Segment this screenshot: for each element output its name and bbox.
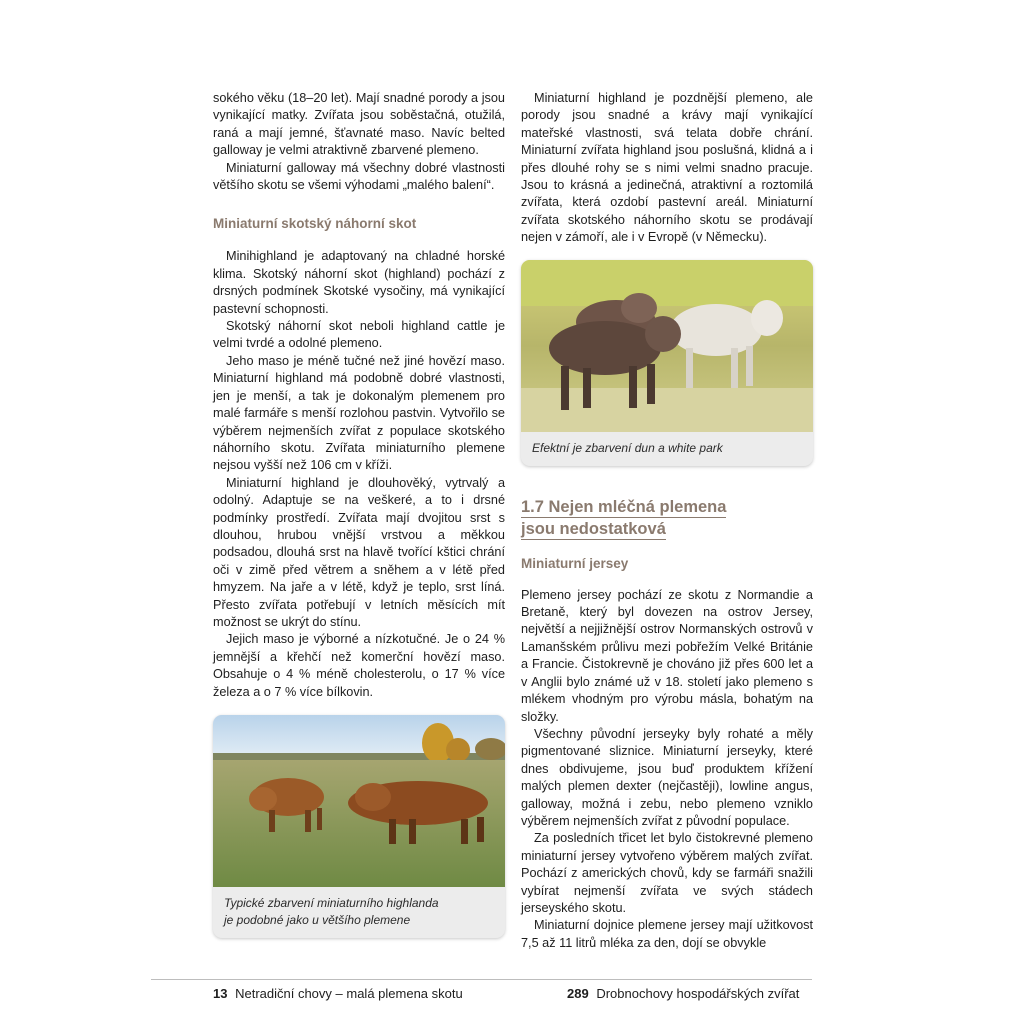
footer-right-page-number: 289 — [567, 986, 589, 1001]
left-paragraph-6: Miniaturní highland je dlouhověký, vytrvalý a odolný. Adaptuje se na veškeré, a to i drsné podmínky prostředí. Zvířata mají dvojitou srst s dlouhou, hrubou vnější vrstvou a měkkou podsadou, dlouhá srst na hlavě tvořící kštici chrání oči v zimě před větrem a sněhem a v létě před hmyzem. Na jaře a v létě, když je teplo, srst líná. Přesto zvířata potřebují v letních měsících mít možnost se ukrýt do stínu. — [213, 475, 505, 629]
caption-line-1: Typické zbarvení miniaturního highlanda — [224, 896, 439, 910]
figure-highland-caption — [213, 887, 505, 938]
section-heading-jersey: Miniaturní jersey — [521, 555, 629, 571]
chapter-heading — [521, 496, 813, 540]
caption-line-2: je podobné jako u většího plemene — [224, 913, 411, 927]
right-paragraph-5: Miniaturní dojnice plemene jersey mají užitkovost 7,5 až 11 litrů mléka za den, dojí se obvykle — [521, 918, 813, 950]
section-heading-highland: Miniaturní skotský náhorní skot — [213, 216, 417, 232]
figure-dun-caption: Efektní je zbarvení dun a white park — [532, 440, 723, 455]
right-paragraph-1: Miniaturní highland je pozdnější plemeno, ale porody jsou snadné a krávy mají vynikající mateřské vlastnosti, svá telata dobře chrání. Miniaturní zvířata highland jsou poslušná, klidná a i přes dlouhé rohy se s nimi velmi snadno pracuje. Jsou to krásná a jedinečná, atraktivní a roztomilá zvířata, která ozdobí pastevní areál. Miniaturní zvířata skotského náhorního skotu se prodávají nejen v zámoří, ale i v Evropě (v Německu). — [521, 91, 813, 245]
footer-left-title: Netradiční chovy – malá plemena skotu — [235, 986, 463, 1001]
right-paragraph-3: Všechny původní jerseyky byly rohaté a měly pigmentované sliznice. Miniaturní jerseyky, které dnes obdivujeme, jsou buď produktem křížení malých plemen dexter (nejčastěji), lowline angus, galloway, možná i zebu, nebo plemeno vzniklo výběrem nejmenších zvířat z původní populace. — [521, 726, 813, 828]
right-paragraph-2: Plemeno jersey pochází ze skotu z Normandie a Bretaně, který byl dovezen na ostrov Jersey, největší a nejjižnější ostrov Normanských ostrovů v Lamanšském průlivu mezi pobřežím Velké Británie a Francie. Čistokrevně je chováno již přes 600 let a v Anglii bylo známé už v 18. století jako plemeno s mlékem vhodným pro výrobu másla, bohatým na složky. — [521, 587, 813, 724]
chapter-heading-line-2: jsou nedostatková — [521, 519, 666, 538]
footer-left-page-number: 13 — [213, 986, 228, 1001]
left-paragraph-3: Minihighland je adaptovaný na chladné horské klima. Skotský náhorní skot (highland) pochází z drsných podmínek Skotské vysočiny, má vynikající pastevní schopnosti. — [213, 249, 505, 316]
left-column — [213, 90, 505, 938]
dun-white-park-cattle-photo — [521, 260, 813, 432]
left-paragraph-5: Jeho maso je méně tučné než jiné hovězí maso. Miniaturní highland má podobně dobré vlastnosti, jen je menší, a tak je dokonalým plemenem pro malé farmáře s menší rozlohou pastvin. Vytvořilo se výběrem nejmenších zvířat z populace skotského náhorního skotu. Zvířata miniaturního plemene nejsou vyšší než 106 cm v kříži. — [213, 353, 505, 473]
highland-cattle-photo — [213, 715, 505, 887]
footer-rule — [151, 979, 812, 980]
left-paragraph-1: sokého věku (18–20 let). Mají snadné porody a jsou vynikající matky. Zvířata jsou soběstačná, otužilá, raná a mají jemné, šťavnaté maso. Navíc belted galloway je velmi atraktivně zbarvené plemeno. — [213, 91, 505, 158]
footer-left — [213, 986, 463, 1001]
footer-right-title: Drobnochovy hospodářských zvířat — [596, 986, 800, 1001]
right-column — [521, 90, 813, 952]
left-paragraph-7: Jejich maso je výborné a nízkotučné. Je o 24 % jemnější a křehčí než komerční hovězí maso. Obsahuje o 4 % méně cholesterolu, o 17 % více železa a o 7 % více bílkovin. — [213, 632, 505, 699]
figure-dun-white-park — [521, 260, 813, 466]
left-paragraph-4: Skotský náhorní skot neboli highland cattle je velmi tvrdé a odolné plemeno. — [213, 319, 505, 351]
left-paragraph-2: Miniaturní galloway má všechny dobré vlastnosti většího skotu se všemi výhodami „malého balení“. — [213, 160, 505, 193]
footer-right — [567, 986, 799, 1001]
figure-highland — [213, 715, 505, 938]
chapter-heading-line-1: 1.7 Nejen mléčná plemena — [521, 497, 727, 516]
right-paragraph-4: Za posledních třicet let bylo čistokrevné plemeno miniaturní jersey vytvořeno výběrem malých zvířat. Pochází z amerických chovů, kdy se farmáři snažili vybírat nejmenší zvířata ve svých stádech jerseyského skotu. — [521, 831, 813, 915]
